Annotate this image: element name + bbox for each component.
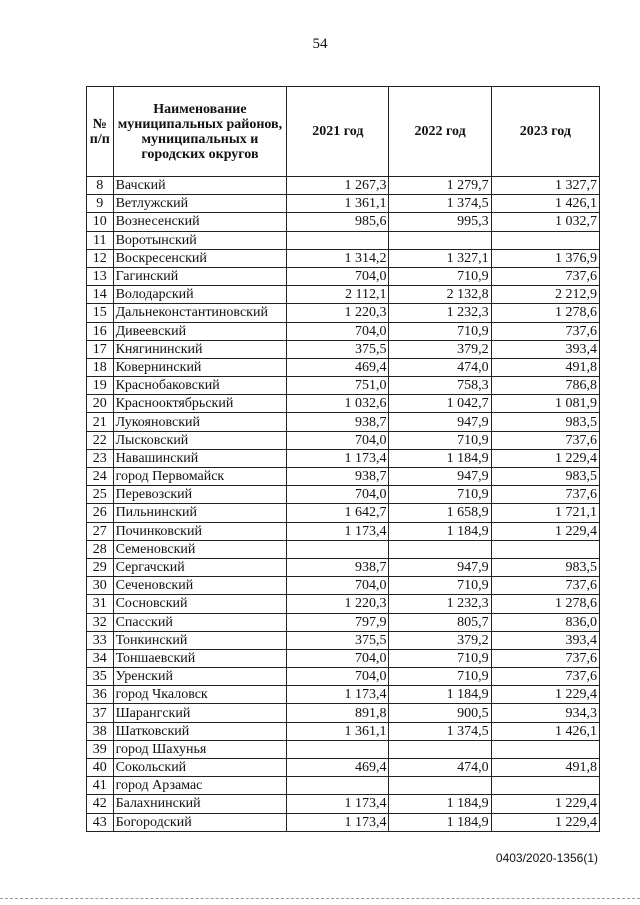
table-row — [87, 322, 600, 340]
table-row — [87, 722, 600, 740]
value-2021: 704,0 — [287, 577, 389, 595]
value-2021: 938,7 — [287, 468, 389, 486]
table-row — [87, 577, 600, 595]
table-row — [87, 504, 600, 522]
value-2023: 1 426,1 — [491, 722, 599, 740]
district-name: Пильнинский — [113, 504, 287, 522]
value-2022: 379,2 — [389, 631, 491, 649]
row-number: 19 — [87, 377, 114, 395]
district-name: Краснобаковский — [113, 377, 287, 395]
value-2022: 1 374,5 — [389, 722, 491, 740]
row-number: 21 — [87, 413, 114, 431]
value-2021: 704,0 — [287, 668, 389, 686]
value-2021: 1 220,3 — [287, 304, 389, 322]
header-name: Наименование муниципальных районов, муниципальных и городских округов — [113, 87, 287, 177]
value-2022: 805,7 — [389, 613, 491, 631]
table-header — [87, 87, 600, 177]
row-number: 36 — [87, 686, 114, 704]
value-2023: 1 229,4 — [491, 522, 599, 540]
value-2022: 474,0 — [389, 358, 491, 376]
value-2022 — [389, 540, 491, 558]
table-row — [87, 613, 600, 631]
table-row — [87, 358, 600, 376]
table-row — [87, 522, 600, 540]
row-number: 25 — [87, 486, 114, 504]
value-2022: 710,9 — [389, 486, 491, 504]
value-2021 — [287, 540, 389, 558]
value-2021: 704,0 — [287, 486, 389, 504]
row-number: 9 — [87, 195, 114, 213]
value-2023: 983,5 — [491, 413, 599, 431]
value-2022: 2 132,8 — [389, 286, 491, 304]
row-number: 14 — [87, 286, 114, 304]
district-name: Сокольский — [113, 759, 287, 777]
table-row — [87, 267, 600, 285]
district-name: Спасский — [113, 613, 287, 631]
value-2023: 1 229,4 — [491, 686, 599, 704]
table-row — [87, 413, 600, 431]
row-number: 37 — [87, 704, 114, 722]
value-2023 — [491, 740, 599, 758]
row-number: 22 — [87, 431, 114, 449]
value-2021: 797,9 — [287, 613, 389, 631]
table-row — [87, 231, 600, 249]
value-2022: 947,9 — [389, 468, 491, 486]
data-table — [86, 86, 600, 832]
row-number: 8 — [87, 177, 114, 195]
value-2022: 1 184,9 — [389, 795, 491, 813]
district-name: город Первомайск — [113, 468, 287, 486]
header-2022: 2022 год — [389, 87, 491, 177]
value-2022: 710,9 — [389, 431, 491, 449]
value-2021: 1 267,3 — [287, 177, 389, 195]
district-name: Дивеевский — [113, 322, 287, 340]
value-2021: 1 173,4 — [287, 686, 389, 704]
table-row — [87, 340, 600, 358]
value-2023: 1 032,7 — [491, 213, 599, 231]
row-number: 43 — [87, 813, 114, 831]
value-2022: 1 184,9 — [389, 449, 491, 467]
row-number: 31 — [87, 595, 114, 613]
district-name: Володарский — [113, 286, 287, 304]
value-2023: 1 278,6 — [491, 595, 599, 613]
header-2023: 2023 год — [491, 87, 599, 177]
row-number: 10 — [87, 213, 114, 231]
value-2022: 758,3 — [389, 377, 491, 395]
value-2022: 1 232,3 — [389, 304, 491, 322]
value-2021: 751,0 — [287, 377, 389, 395]
bottom-divider — [0, 898, 640, 899]
value-2021 — [287, 231, 389, 249]
table-row — [87, 249, 600, 267]
district-name: Вознесенский — [113, 213, 287, 231]
value-2023: 1 229,4 — [491, 449, 599, 467]
table-row — [87, 558, 600, 576]
row-number: 24 — [87, 468, 114, 486]
district-name: Шарангский — [113, 704, 287, 722]
row-number: 35 — [87, 668, 114, 686]
row-number: 32 — [87, 613, 114, 631]
row-number: 26 — [87, 504, 114, 522]
row-number: 33 — [87, 631, 114, 649]
table-row — [87, 177, 600, 195]
district-name: Сергачский — [113, 558, 287, 576]
district-name: Семеновский — [113, 540, 287, 558]
document-code: 0403/2020-1356(1) — [495, 851, 598, 865]
value-2023: 1 278,6 — [491, 304, 599, 322]
district-name: Дальнеконстантиновский — [113, 304, 287, 322]
value-2022: 1 042,7 — [389, 395, 491, 413]
district-name: Починковский — [113, 522, 287, 540]
table-row — [87, 449, 600, 467]
value-2021: 469,4 — [287, 358, 389, 376]
value-2023 — [491, 231, 599, 249]
district-name: Тоншаевский — [113, 649, 287, 667]
header-number: № п/п — [87, 87, 114, 177]
table-row — [87, 431, 600, 449]
table-row — [87, 649, 600, 667]
value-2022: 947,9 — [389, 413, 491, 431]
value-2023: 1 229,4 — [491, 813, 599, 831]
district-name: Воскресенский — [113, 249, 287, 267]
district-name: Лукояновский — [113, 413, 287, 431]
row-number: 16 — [87, 322, 114, 340]
row-number: 34 — [87, 649, 114, 667]
value-2021: 1 173,4 — [287, 813, 389, 831]
value-2022: 710,9 — [389, 649, 491, 667]
value-2021: 1 173,4 — [287, 449, 389, 467]
table-row — [87, 468, 600, 486]
value-2023: 491,8 — [491, 358, 599, 376]
district-name: Перевозский — [113, 486, 287, 504]
district-name: Краснооктябрьский — [113, 395, 287, 413]
row-number: 13 — [87, 267, 114, 285]
value-2023: 1 327,7 — [491, 177, 599, 195]
row-number: 27 — [87, 522, 114, 540]
value-2023: 393,4 — [491, 340, 599, 358]
district-name: город Чкаловск — [113, 686, 287, 704]
value-2022: 900,5 — [389, 704, 491, 722]
value-2023: 491,8 — [491, 759, 599, 777]
district-name: город Арзамас — [113, 777, 287, 795]
value-2021: 1 361,1 — [287, 722, 389, 740]
value-2021: 1 032,6 — [287, 395, 389, 413]
value-2022: 1 232,3 — [389, 595, 491, 613]
row-number: 11 — [87, 231, 114, 249]
row-number: 30 — [87, 577, 114, 595]
value-2023: 1 229,4 — [491, 795, 599, 813]
district-name: Богородский — [113, 813, 287, 831]
value-2021: 704,0 — [287, 649, 389, 667]
value-2022: 1 374,5 — [389, 195, 491, 213]
value-2023: 737,6 — [491, 267, 599, 285]
row-number: 39 — [87, 740, 114, 758]
value-2022: 474,0 — [389, 759, 491, 777]
row-number: 20 — [87, 395, 114, 413]
district-name: Лысковский — [113, 431, 287, 449]
district-name: Балахнинский — [113, 795, 287, 813]
row-number: 42 — [87, 795, 114, 813]
table-row — [87, 686, 600, 704]
value-2021: 704,0 — [287, 431, 389, 449]
district-name: Ковернинский — [113, 358, 287, 376]
district-name: Уренский — [113, 668, 287, 686]
table-body — [87, 177, 600, 832]
value-2021: 1 220,3 — [287, 595, 389, 613]
value-2022: 710,9 — [389, 322, 491, 340]
value-2023: 737,6 — [491, 649, 599, 667]
value-2022: 710,9 — [389, 577, 491, 595]
row-number: 41 — [87, 777, 114, 795]
value-2022: 1 279,7 — [389, 177, 491, 195]
district-name: Сосновский — [113, 595, 287, 613]
value-2022: 1 184,9 — [389, 813, 491, 831]
table-row — [87, 668, 600, 686]
value-2022: 379,2 — [389, 340, 491, 358]
value-2021: 704,0 — [287, 267, 389, 285]
district-name: Тонкинский — [113, 631, 287, 649]
header-row — [87, 87, 600, 177]
value-2021: 704,0 — [287, 322, 389, 340]
table-row — [87, 740, 600, 758]
value-2023: 1 721,1 — [491, 504, 599, 522]
value-2021: 985,6 — [287, 213, 389, 231]
value-2023: 393,4 — [491, 631, 599, 649]
value-2023: 737,6 — [491, 577, 599, 595]
row-number: 38 — [87, 722, 114, 740]
value-2022: 947,9 — [389, 558, 491, 576]
table-row — [87, 213, 600, 231]
row-number: 17 — [87, 340, 114, 358]
value-2021: 375,5 — [287, 340, 389, 358]
table-row — [87, 395, 600, 413]
value-2021: 1 361,1 — [287, 195, 389, 213]
value-2023: 983,5 — [491, 558, 599, 576]
value-2022: 710,9 — [389, 267, 491, 285]
value-2023: 836,0 — [491, 613, 599, 631]
value-2023: 737,6 — [491, 322, 599, 340]
value-2022: 1 327,1 — [389, 249, 491, 267]
value-2023: 2 212,9 — [491, 286, 599, 304]
table-row — [87, 777, 600, 795]
table-row — [87, 377, 600, 395]
district-name: Ветлужский — [113, 195, 287, 213]
header-2021: 2021 год — [287, 87, 389, 177]
value-2021 — [287, 740, 389, 758]
value-2021: 469,4 — [287, 759, 389, 777]
district-name: Гагинский — [113, 267, 287, 285]
value-2021: 938,7 — [287, 413, 389, 431]
value-2022: 995,3 — [389, 213, 491, 231]
value-2023: 1 426,1 — [491, 195, 599, 213]
value-2022 — [389, 231, 491, 249]
value-2023: 1 081,9 — [491, 395, 599, 413]
district-name: Княгининский — [113, 340, 287, 358]
district-name: Сеченовский — [113, 577, 287, 595]
district-name: Навашинский — [113, 449, 287, 467]
row-number: 15 — [87, 304, 114, 322]
row-number: 12 — [87, 249, 114, 267]
value-2022 — [389, 777, 491, 795]
row-number: 28 — [87, 540, 114, 558]
district-name: город Шахунья — [113, 740, 287, 758]
value-2022 — [389, 740, 491, 758]
value-2021: 1 173,4 — [287, 795, 389, 813]
value-2022: 1 658,9 — [389, 504, 491, 522]
table-row — [87, 631, 600, 649]
value-2023: 934,3 — [491, 704, 599, 722]
value-2023: 1 376,9 — [491, 249, 599, 267]
district-name: Воротынский — [113, 231, 287, 249]
value-2021 — [287, 777, 389, 795]
table-row — [87, 795, 600, 813]
table-row — [87, 759, 600, 777]
value-2023: 983,5 — [491, 468, 599, 486]
table-row — [87, 486, 600, 504]
value-2023: 737,6 — [491, 668, 599, 686]
value-2021: 938,7 — [287, 558, 389, 576]
value-2023: 737,6 — [491, 486, 599, 504]
value-2021: 375,5 — [287, 631, 389, 649]
row-number: 29 — [87, 558, 114, 576]
table-row — [87, 540, 600, 558]
value-2021: 891,8 — [287, 704, 389, 722]
table-row — [87, 704, 600, 722]
value-2022: 710,9 — [389, 668, 491, 686]
value-2021: 1 173,4 — [287, 522, 389, 540]
value-2021: 2 112,1 — [287, 286, 389, 304]
value-2023: 786,8 — [491, 377, 599, 395]
value-2022: 1 184,9 — [389, 522, 491, 540]
value-2023 — [491, 777, 599, 795]
district-name: Вачский — [113, 177, 287, 195]
row-number: 18 — [87, 358, 114, 376]
row-number: 40 — [87, 759, 114, 777]
value-2023 — [491, 540, 599, 558]
table-row — [87, 595, 600, 613]
row-number: 23 — [87, 449, 114, 467]
table-row — [87, 195, 600, 213]
value-2023: 737,6 — [491, 431, 599, 449]
table-row — [87, 286, 600, 304]
value-2021: 1 642,7 — [287, 504, 389, 522]
value-2021: 1 314,2 — [287, 249, 389, 267]
value-2022: 1 184,9 — [389, 686, 491, 704]
table-row — [87, 813, 600, 831]
table-row — [87, 304, 600, 322]
page-number: 54 — [312, 36, 328, 52]
district-name: Шатковский — [113, 722, 287, 740]
